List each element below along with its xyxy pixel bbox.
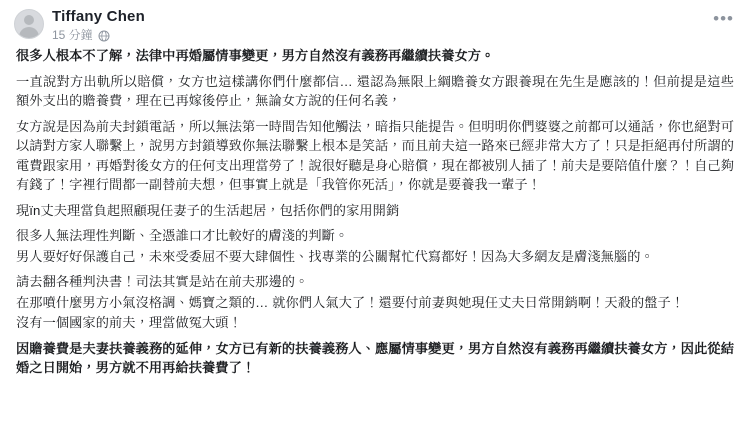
author-name[interactable]: Tiffany Chen bbox=[52, 8, 145, 25]
post-options-menu-icon[interactable]: ••• bbox=[713, 9, 734, 28]
post-paragraph: 請去翻各種判決書！司法其實是站在前夫那邊的。 bbox=[16, 274, 309, 289]
post-paragraph: 一直說對方出軌所以賠償，女方也這樣講你們什麼都信… 還認為無限上綱贍養女方跟養現在先生是應該的！但前提是這些額外支出的贍養費，理在已再嫁後停止，無論女方說的任何名義， bbox=[16, 73, 734, 108]
post-paragraph: 女方說是因為前夫封鎖電話，所以無法第一時間告知他觸法，暗指只能提告。但明明你們婆婆之前都可以通話，你也絕對可以請對方家人聯繫上，說男方封鎖導致你無法聯繫上根本是笑話，而且前夫這一路來已經非常大方了！只是拒絕再付所謂的電費跟家用，再婚對後女方的任何支出理當勞了！說很好聽是身心賠償，現在都被別人插了！前夫是要陪值什麼？！自己夠有錢了！字裡行間都一副替前夫想，但事實上就是「我管你死活」，你就是要養我一輩子！ bbox=[16, 118, 734, 192]
post-paragraph: 男人要好好保護自己，未來受委屈不要大肆個性、找專業的公關幫忙代寫都好！因為大多網友是膚淺無腦的。 bbox=[16, 248, 654, 264]
avatar[interactable] bbox=[14, 9, 44, 39]
avatar-body-shape bbox=[19, 27, 39, 39]
post-body bbox=[0, 46, 750, 386]
post-timestamp[interactable]: 15 分鐘 bbox=[52, 28, 93, 42]
avatar-head-shape bbox=[24, 15, 34, 25]
post-paragraph: 沒有一個國家的前夫，理當做冤大頭！ bbox=[16, 315, 242, 330]
post-header bbox=[0, 0, 750, 46]
post-meta bbox=[52, 28, 703, 42]
post-header-text bbox=[52, 8, 703, 42]
post-paragraph: 很多人根本不了解，法律中再婚屬情事變更，男方自然沒有義務再繼續扶養女方。 bbox=[16, 48, 495, 63]
post-paragraph: 很多人無法理性判斷、全憑誰口才比較好的膚淺的判斷。 bbox=[16, 228, 349, 243]
post-paragraph: 因贍養費是夫妻扶養義務的延伸，女方已有新的扶養義務人、應屬情事變更，男方自然沒有義務再繼續扶養女方，因此從結婚之日開始，男方就不用再給扶養費了！ bbox=[16, 340, 734, 375]
globe-icon bbox=[98, 29, 110, 41]
post-paragraph: 在那噴什麼男方小氣沒格調、媽寶之類的… 就你們人氣大了！還要付前妻與她現任丈夫日常開銷啊！天殺的盤子！ bbox=[16, 294, 685, 310]
post-paragraph: 現ïn丈夫理當負起照顧現任妻子的生活起居，包括你們的家用開銷 bbox=[16, 202, 400, 218]
